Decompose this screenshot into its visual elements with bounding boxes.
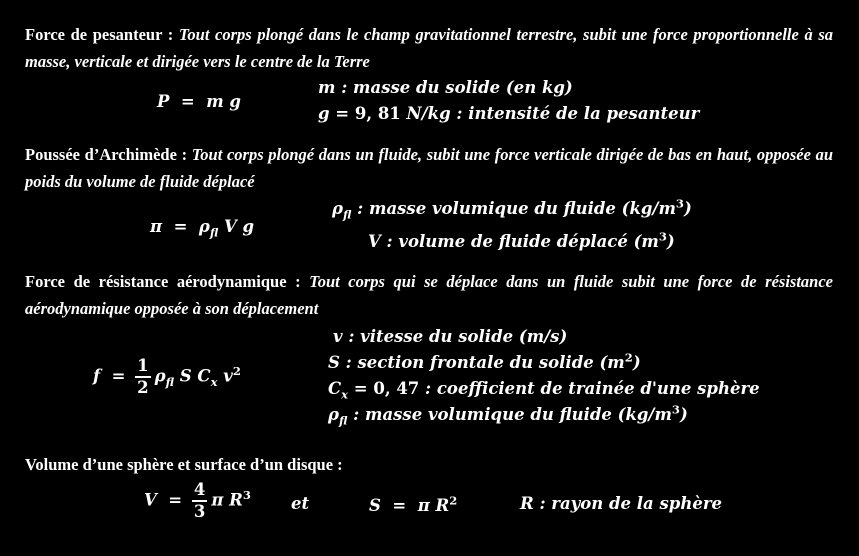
section-title: Force de pesanteur :	[25, 25, 174, 44]
formula-weight: P = m g	[157, 92, 241, 111]
def-volume: V : volume de fluide déplacé $(m^3)$	[368, 229, 675, 251]
section-pesanteur	[25, 21, 833, 75]
section-text: Tout corps qui se déplace dans un fluide subit une force de résistance aérodynamique opposée à son déplacement	[25, 272, 833, 318]
section-title: Volume d’une sphère et surface d’un disque :	[25, 455, 343, 474]
formula-volume: V = $\frac{4}{3}$ π $R^3$	[144, 480, 251, 521]
def-radius: R : rayon de la sphère	[520, 494, 723, 513]
def-rho-2: $\rho_{fl}$ : masse volumique du fluide $(kg/m^3)$	[328, 402, 688, 428]
def-rho: $\rho_{fl}$ : masse volumique du fluide $(kg/m^3)$	[332, 196, 692, 222]
def-mass: m : masse du solide (en kg)	[318, 78, 573, 97]
formula-surface: S = π $R^2$	[369, 493, 458, 515]
word-et: et	[291, 494, 310, 513]
section-archimede	[25, 141, 833, 195]
section-text: Tout corps plongé dans le champ gravitationnel terrestre, subit une force proportionnelle à sa masse, verticale et dirigée vers le centre de la Terre	[25, 25, 833, 71]
section-sphere	[25, 451, 833, 478]
section-aero	[25, 268, 833, 322]
def-section: S : section frontale du solide $(m^2)$	[328, 350, 641, 372]
section-title: Poussée d’Archimède :	[25, 145, 188, 164]
formula-archimede: $\pi = \rho_{fl}$ V g	[150, 217, 255, 240]
section-text: Tout corps plongé dans un fluide, subit une force verticale dirigée de bas en haut, opposée au poids du volume de fluide déplacé	[25, 145, 833, 191]
def-g: g = 9, 81 N/kg : intensité de la pesanteur	[318, 104, 700, 123]
formula-drag: f = $\frac{1}{2}$ $\rho_{fl}$ S $C_x$ $v^2$	[93, 356, 241, 397]
section-title: Force de résistance aérodynamique :	[25, 272, 301, 291]
def-speed: v : vitesse du solide (m/s)	[333, 327, 568, 346]
def-cx: $C_x = 0$, 47 : coefficient de trainée d'une sphère	[328, 379, 760, 402]
